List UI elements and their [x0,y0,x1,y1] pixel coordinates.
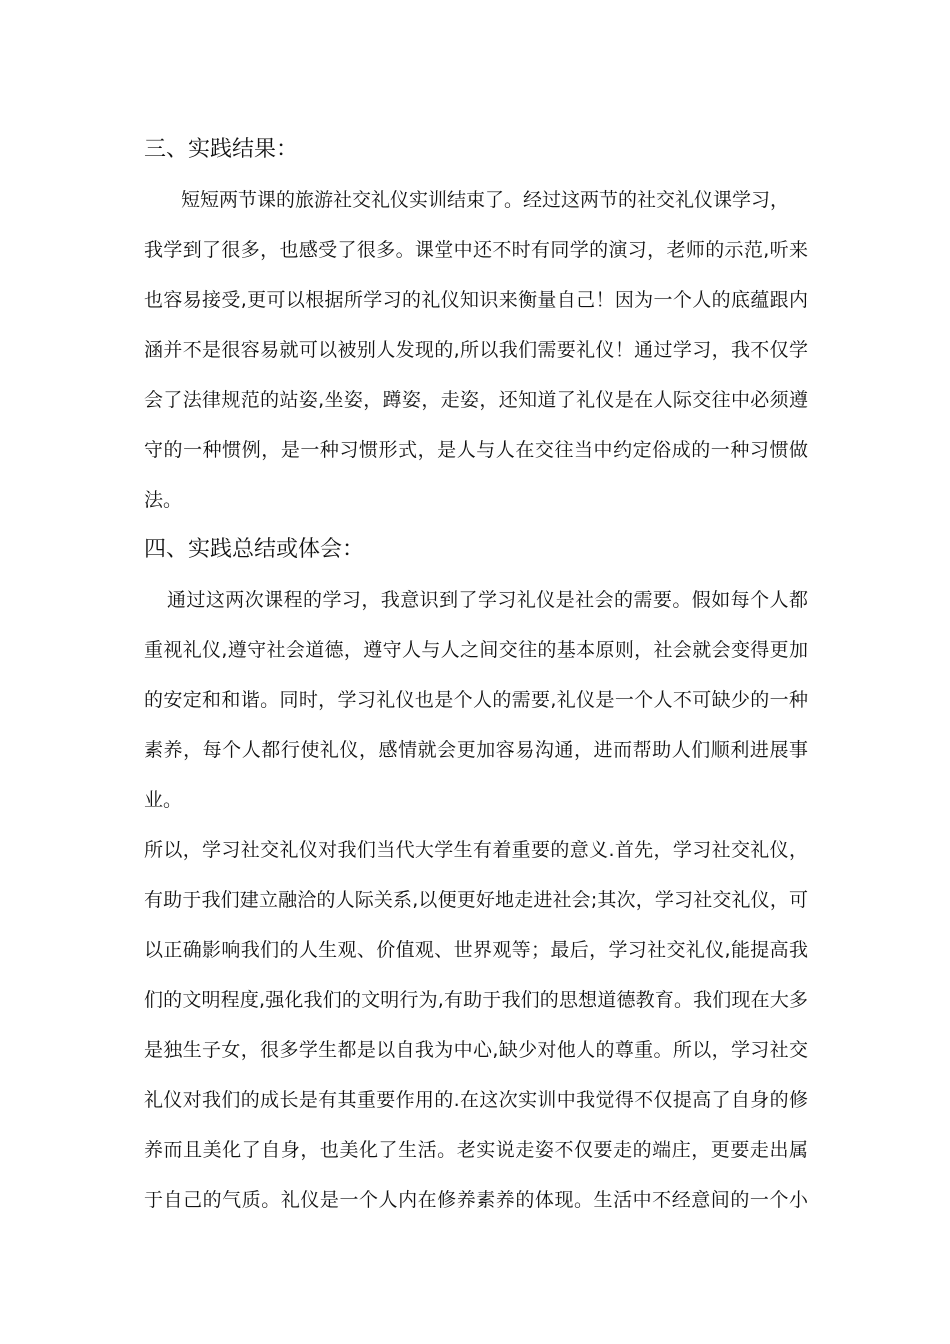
results-paragraph [144,175,808,525]
paragraph-line: 以正确影响我们的人生观、价值观、世界观等；最后，学习社交礼仪,能提高我 [144,939,808,961]
paragraph-line: 养而且美化了自身，也美化了生活。老实说走姿不仅要走的端庄，更要走出属 [144,1139,808,1161]
paragraph-line: 们的文明程度,强化我们的文明行为,有助于我们的思想道德教育。我们现在大多 [144,989,808,1011]
section-heading-summary: 四、实践总结或体会： [144,537,365,562]
paragraph-line: 是独生子女，很多学生都是以自我为中心,缺少对他人的尊重。所以，学习社交 [144,1039,808,1061]
paragraph-line: 守的一种惯例，是一种习惯形式，是人与人在交往当中约定俗成的一种习惯做 [144,439,808,461]
paragraph-line: 短短两节课的旅游社交礼仪实训结束了。经过这两节的社交礼仪课学习， [181,189,790,211]
paragraph-line: 业。 [144,789,183,811]
section-heading-results: 三、实践结果： [144,137,299,162]
paragraph-line: 也容易接受,更可以根据所学习的礼仪知识来衡量自己！因为一个人的底蕴跟内 [144,289,808,311]
paragraph-line: 的安定和和谐。同时，学习礼仪也是个人的需要,礼仪是一个人不可缺少的一种 [144,689,808,711]
paragraph-line: 法。 [144,489,183,511]
paragraph-line: 通过这两次课程的学习，我意识到了学习礼仪是社会的需要。假如每个人都 [167,589,808,611]
document-body [144,125,808,1225]
summary-paragraph-1 [144,575,808,825]
paragraph-line: 礼仪对我们的成长是有其重要作用的.在这次实训中我觉得不仅提高了自身的修 [144,1089,808,1111]
paragraph-line: 于自己的气质。礼仪是一个人内在修养素养的体现。生活中不经意间的一个小 [144,1189,808,1211]
paragraph-line: 所以，学习社交礼仪对我们当代大学生有着重要的意义.首先，学习社交礼仪， [144,839,808,861]
paragraph-line: 我学到了很多，也感受了很多。课堂中还不时有同学的演习，老师的示范,听来 [144,239,808,261]
paragraph-line: 涵并不是很容易就可以被别人发现的,所以我们需要礼仪！通过学习，我不仅学 [144,339,808,361]
paragraph-line: 有助于我们建立融洽的人际关系,以便更好地走进社会;其次，学习社交礼仪，可 [144,889,808,911]
paragraph-line: 重视礼仪,遵守社会道德，遵守人与人之间交往的基本原则，社会就会变得更加 [144,639,808,661]
paragraph-line: 会了法律规范的站姿,坐姿，蹲姿，走姿，还知道了礼仪是在人际交往中必须遵 [144,389,808,411]
summary-paragraph-2 [144,825,808,1225]
paragraph-line: 素养，每个人都行使礼仪，感情就会更加容易沟通，进而帮助人们顺利进展事 [144,739,808,761]
